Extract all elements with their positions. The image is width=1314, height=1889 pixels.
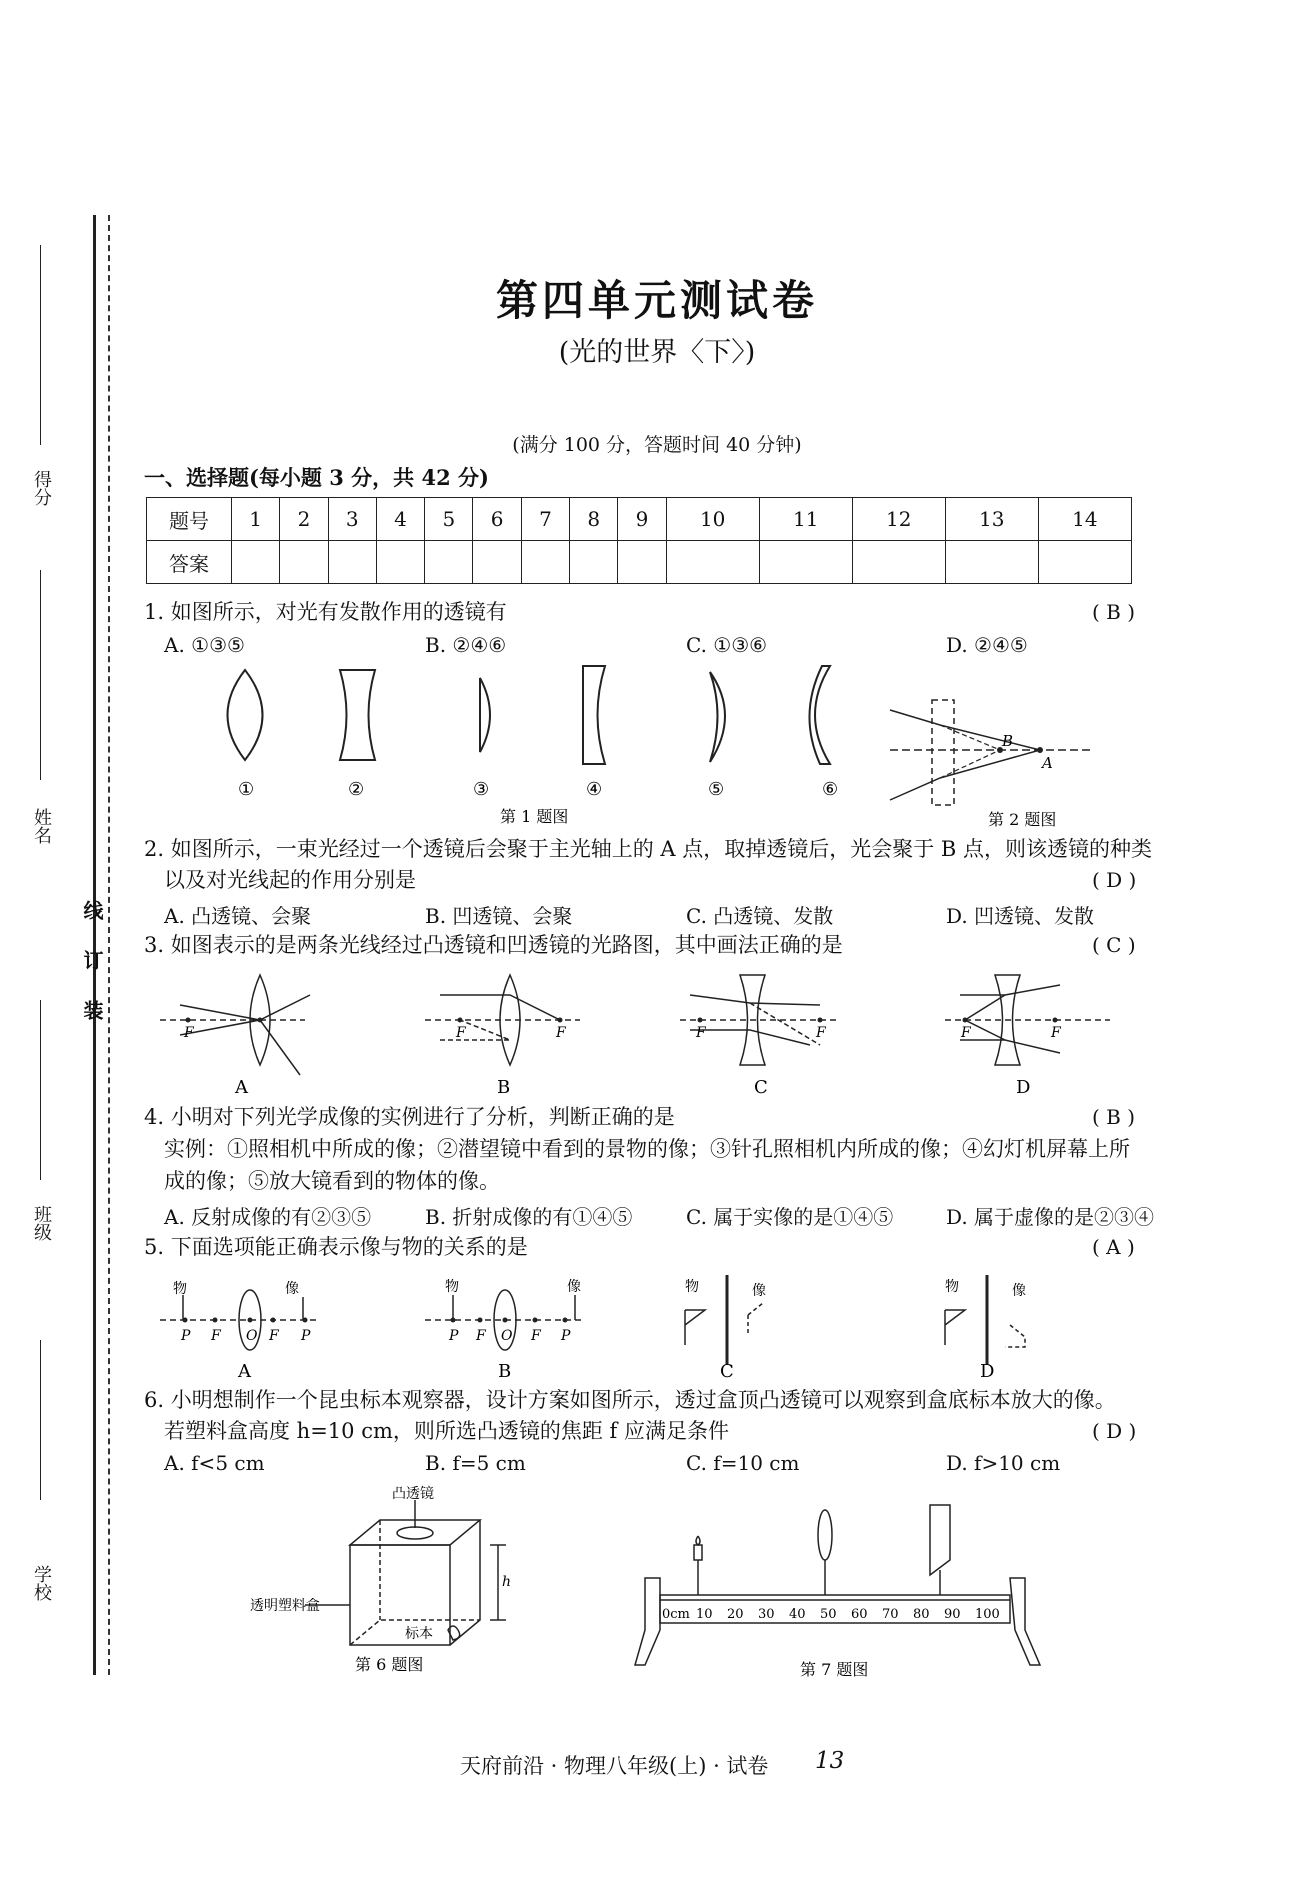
margin-field-line [40,570,41,780]
margin-label-name: 姓名 [31,808,52,844]
row-label: 答案 [147,541,232,584]
lens-3-planoconvex [480,678,490,752]
lens-4-planoconcave [583,666,605,764]
focus-label: F [1051,1025,1061,1041]
answer-cell[interactable] [618,541,666,584]
axis-mark: P [561,1328,571,1344]
answer-table [146,497,1132,584]
lens-5-meniscus [710,672,725,762]
lens-6-meniscus-concave [809,666,830,764]
ruler-tick: 50 [820,1607,837,1622]
q2-option-a: A. 凸透镜、会聚 [164,904,312,928]
margin-label-school: 学校 [31,1565,52,1601]
table-cell: 5 [425,498,473,541]
ruler-tick: 30 [758,1607,775,1622]
diagram-label: B [498,1361,512,1382]
answer-cell[interactable] [1038,541,1131,584]
figure-caption: 第 1 题图 [500,807,569,826]
q6-option-b: B. f=5 cm [425,1451,526,1475]
table-cell: 12 [852,498,945,541]
q2-option-b: B. 凹透镜、会聚 [425,904,573,928]
point-label: B [1002,732,1014,750]
lens-label: ⑤ [708,779,725,800]
q4-option-c: C. 属于实像的是①④⑤ [686,1205,894,1229]
q5-diagrams [155,1265,1055,1385]
answer-cell[interactable] [328,541,376,584]
ruler-tick: 60 [851,1607,868,1622]
binding-char: 装 [80,1000,104,1020]
q4-option-a: A. 反射成像的有②③⑤ [164,1205,372,1229]
q1-option-c: C. ①③⑥ [686,633,768,657]
axis-mark: F [531,1328,541,1344]
specimen-label: 标本 [405,1626,433,1642]
margin-field-line [40,1000,41,1180]
section-heading: 一、选择题(每小题 3 分，共 42 分) [144,465,489,490]
q2-option-d: D. 凹透镜、发散 [946,904,1095,928]
table-cell: 4 [376,498,424,541]
focus-label: F [696,1025,706,1041]
figure-caption: 第 7 题图 [800,1660,869,1679]
lens-label: ④ [586,779,603,800]
question-6-stem: 6. 小明想制作一个昆虫标本观察器，设计方案如图所示，透过盒顶凸透镜可以观察到盒底标本放大的像。 [144,1388,1116,1412]
focus-label: F [184,1025,194,1041]
diagram-label: D [1016,1077,1031,1098]
margin-field-line [40,1340,41,1500]
binding-char: 线 [80,900,104,920]
point-label: A [1042,754,1053,772]
diagram-label: D [980,1361,995,1382]
lens-label: ③ [473,779,490,800]
q1-option-a: A. ①③⑤ [164,633,245,657]
answer-cell[interactable] [376,541,424,584]
q1-option-d: D. ②④⑤ [946,633,1028,657]
diagram-label: C [720,1361,734,1382]
question-3-answer: ( C ) [1092,933,1136,957]
lens-label: 凸透镜 [392,1486,434,1502]
table-cell: 7 [521,498,569,541]
row-label: 题号 [147,498,232,541]
table-row [147,541,1132,584]
axis-mark: P [301,1328,311,1344]
table-row [147,498,1132,541]
table-cell: 8 [570,498,618,541]
exam-meta: (满分 100 分，答题时间 40 分钟) [512,434,802,456]
diagram-label: A [238,1361,251,1382]
page-subtitle: (光的世界〈下〉) [558,337,756,368]
question-4-line3: 成的像；⑤放大镜看到的物体的像。 [164,1169,500,1193]
q1-lens-diagram [200,660,880,840]
table-cell: 14 [1038,498,1131,541]
lens-label: ① [238,779,255,800]
ruler-tick: 0cm [662,1607,690,1622]
lens-1-convex [228,670,263,760]
ruler-tick: 100 [975,1607,1000,1622]
q6-option-d: D. f>10 cm [946,1451,1061,1475]
axis-mark: F [211,1328,221,1344]
axis-mark: O [501,1328,513,1344]
question-2-answer: ( D ) [1092,868,1137,892]
question-5-answer: ( A ) [1092,1235,1135,1259]
table-cell: 1 [232,498,280,541]
question-6-stem-cont: 若塑料盒高度 h=10 cm，则所选凸透镜的焦距 f 应满足条件 [164,1419,729,1443]
q4-option-d: D. 属于虚像的是②③④ [946,1205,1155,1229]
q7-bench-figure [630,1500,1050,1680]
page-title: 第四单元测试卷 [495,276,818,325]
margin-label-score: 得分 [31,470,52,506]
ruler-tick: 40 [789,1607,806,1622]
image-label: 像 [1012,1283,1026,1299]
axis-mark: F [269,1328,279,1344]
answer-cell[interactable] [945,541,1038,584]
answer-cell[interactable] [521,541,569,584]
ruler-tick: 90 [944,1607,961,1622]
question-2-stem-cont: 以及对光线起的作用分别是 [164,868,416,892]
answer-cell[interactable] [473,541,521,584]
object-label: 物 [945,1279,959,1295]
question-5-stem: 5. 下面选项能正确表示像与物的关系的是 [144,1235,528,1259]
image-label: 像 [285,1281,299,1297]
question-3-stem: 3. 如图表示的是两条光线经过凸透镜和凹透镜的光路图，其中画法正确的是 [144,933,843,957]
object-label: 物 [685,1279,699,1295]
answer-cell[interactable] [280,541,328,584]
q2-option-c: C. 凸透镜、发散 [686,904,834,928]
question-2-stem: 2. 如图所示，一束光经过一个透镜后会聚于主光轴上的 A 点，取掉透镜后，光会聚于 B 点，则该透镜的种类 [144,837,1153,861]
ruler-tick: 80 [913,1607,930,1622]
table-cell: 3 [328,498,376,541]
answer-cell[interactable] [232,541,280,584]
question-4-line2: 实例：①照相机中所成的像；②潜望镜中看到的景物的像；③针孔照相机内所成的像；④幻灯机屏幕上所 [164,1137,1130,1161]
focus-label: F [816,1025,826,1041]
axis-mark: F [476,1328,486,1344]
image-label: 像 [567,1279,581,1295]
ruler-tick: 10 [696,1607,713,1622]
q3-diagrams [160,965,1110,1100]
figure-caption: 第 6 题图 [355,1655,424,1674]
answer-cell[interactable] [852,541,945,584]
lens-label: ⑥ [822,779,839,800]
question-1-stem: 1. 如图所示，对光有发散作用的透镜有 [144,600,507,624]
binding-char: 订 [80,950,104,970]
table-cell: 11 [759,498,852,541]
focus-label: F [556,1025,566,1041]
q2-diagram [880,690,1100,830]
q6-option-a: A. f<5 cm [164,1451,265,1475]
question-1-answer: ( B ) [1092,600,1136,624]
table-cell: 9 [618,498,666,541]
axis-mark: O [246,1328,258,1344]
answer-cell[interactable] [759,541,852,584]
table-cell: 2 [280,498,328,541]
lens-label: ② [348,779,365,800]
object-label: 物 [445,1279,459,1295]
diagram-label: A [235,1077,248,1098]
table-cell: 6 [473,498,521,541]
answer-cell[interactable] [425,541,473,584]
question-4-answer: ( B ) [1092,1105,1136,1129]
q1-option-b: B. ②④⑥ [425,633,507,657]
diagram-label: C [754,1077,768,1098]
margin-label-class: 班级 [31,1205,52,1241]
object-label: 物 [173,1281,187,1297]
page-number: 13 [815,1748,845,1774]
table-cell: 10 [666,498,759,541]
q4-option-b: B. 折射成像的有①④⑤ [425,1205,633,1229]
table-cell: 13 [945,498,1038,541]
axis-mark: P [181,1328,191,1344]
image-label: 像 [752,1283,766,1299]
ruler-tick: 70 [882,1607,899,1622]
answer-cell[interactable] [666,541,759,584]
ruler-tick: 20 [727,1607,744,1622]
axis-mark: P [449,1328,459,1344]
q6-option-c: C. f=10 cm [686,1451,800,1475]
height-label: h [502,1574,512,1590]
question-6-answer: ( D ) [1092,1419,1137,1443]
ruler-ticks [662,1607,1000,1622]
focus-label: F [456,1025,466,1041]
question-4-stem: 4. 小明对下列光学成像的实例进行了分析，判断正确的是 [144,1105,675,1129]
focus-label: F [961,1025,971,1041]
footer-text: 天府前沿 · 物理八年级(上) · 试卷 [460,1754,769,1778]
q6-box-figure [250,1480,550,1680]
lens-2-biconcave [340,670,375,760]
diagram-label: B [497,1077,511,1098]
answer-cell[interactable] [570,541,618,584]
box-label: 透明塑料盒 [250,1598,320,1614]
figure-caption: 第 2 题图 [988,810,1057,829]
